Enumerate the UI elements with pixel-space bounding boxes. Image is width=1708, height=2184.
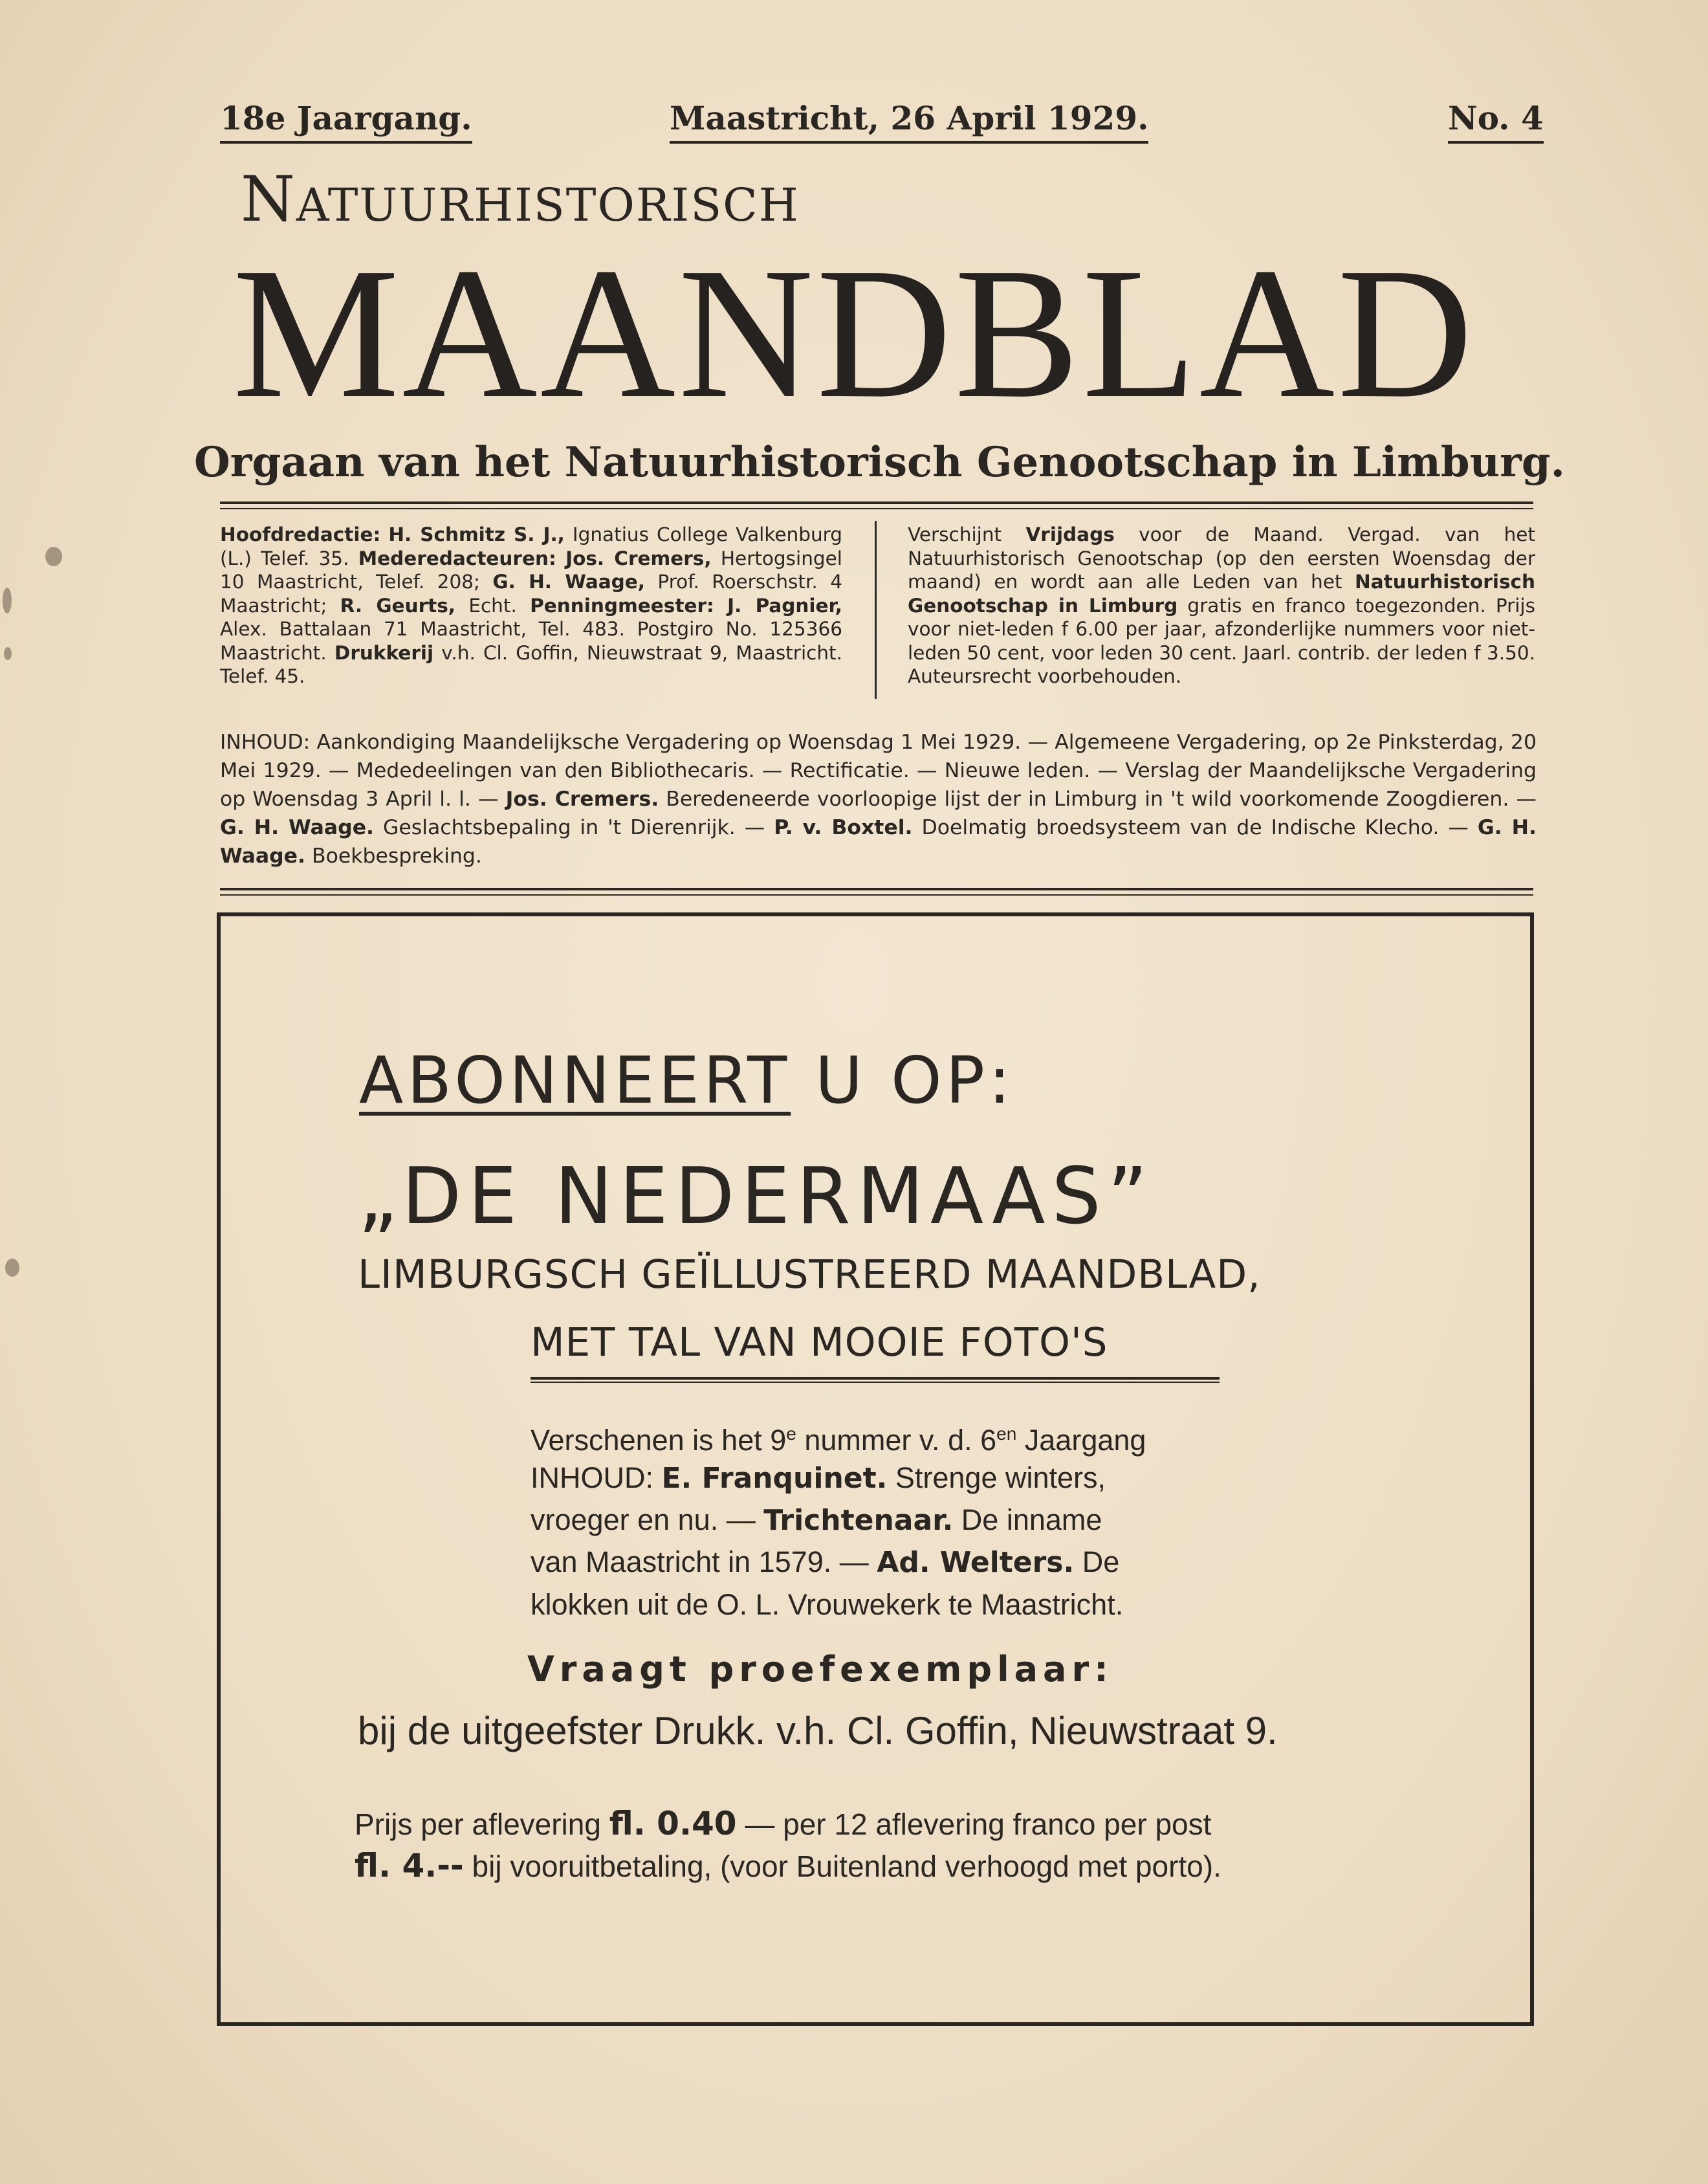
advert-publisher: bij de uitgeefster Drukk. v.h. Cl. Goffin, Nieuwstraat 9. [358, 1709, 1278, 1752]
overtitle-rest: ATUURHISTORISCH [296, 179, 800, 232]
bold-run: fl. 0.40 [609, 1805, 737, 1842]
advert-heading [359, 1039, 1014, 1123]
bold-run: H. Schmitz S. J., [388, 524, 565, 546]
column-divider [875, 521, 877, 699]
advert-call-to-action: Vraagt proefexemplaar: [527, 1649, 1113, 1690]
advert-issue-line [531, 1412, 1146, 1462]
place-date: Maastricht, 26 April 1929. [670, 97, 1148, 144]
issue-sup-1: e [786, 1424, 796, 1444]
contents-label: INHOUD: [220, 731, 311, 754]
issue-number: No. 4 [1448, 97, 1544, 144]
advert-heading-underlined: ABONNEERT [359, 1042, 791, 1118]
bold-run: Penningmeester: [530, 594, 714, 617]
bold-run: G. H. Waage. [220, 816, 375, 839]
bold-run: fl. 4.-- [355, 1847, 464, 1884]
bold-run: E. Franquinet. [661, 1462, 888, 1495]
bold-run: Ad. Welters. [877, 1546, 1075, 1579]
paper-speck [4, 647, 12, 660]
bold-run: R. Geurts, [340, 594, 455, 617]
bold-run: Natuurhistorisch Genootschap in Limburg [908, 571, 1535, 617]
advert-price-line-1: Prijs per aflevering fl. 0.40 — per 12 aflevering franco per post [355, 1805, 1212, 1842]
paper-speck [5, 1259, 19, 1277]
issue-text-a: Verschenen is het 9 [531, 1424, 787, 1457]
advert-rule [531, 1377, 1220, 1383]
advert-subtitle-1: LIMBURGSCH GEÏLLUSTREERD MAANDBLAD, [358, 1252, 1261, 1297]
issue-text-b: nummer v. d. 6 [796, 1424, 997, 1457]
advert-price-line-2: fl. 4.-- bij vooruitbetaling, (voor Buitenland verhoogd met porto). [355, 1847, 1221, 1884]
contents-rule [220, 888, 1533, 896]
volume-label: 18e Jaargang. [220, 97, 472, 144]
advert-contents-line-2: vroeger en nu. — Trichtenaar. De inname [531, 1503, 1102, 1537]
editorial-left-text: Hoofdredactie: H. Schmitz S. J., Ignatius College Valkenburg (L.) Telef. 35. Mederedacteuren: Jos. Cremers, Hertogsingel 10 Maastricht, Telef. 208; G. H. Waage, Prof. Roerschstr. 4 Maastricht; R. Geurts, Echt. Penningmeester: J. Pagnier, Alex. Battalaan 71 Maastricht, Tel. 483. Postgiro No. 125366 Maastricht. Drukkerij v.h. Cl. Goffin, Nieuwstraat 9, Maastricht. Telef. 45. [220, 524, 842, 687]
paper-speck [3, 588, 12, 613]
editorial-right-text: Verschijnt Vrijdags voor de Maand. Vergad. van het Natuurhistorisch Genootschap (op den eersten Woensdag der maand) en wordt aan alle Leden van het Natuurhistorisch Genootschap in Limburg gratis en franco toegezonden. Prijs voor niet-leden f 6.00 per jaar, afzonderlijke nummers voor niet-leden 50 cent, voor leden 30 cent. Jaarl. contrib. der leden f 3.50. Auteursrecht voorbehouden. [908, 524, 1535, 687]
overtitle-initial: N [241, 163, 296, 236]
bold-run: G. H. Waage, [492, 571, 645, 593]
contents-paragraph [220, 728, 1537, 870]
masthead-subtitle: Orgaan van het Natuurhistorisch Genootschap in Limburg. [194, 438, 1565, 487]
contents-items: Aankondiging Maandelijksche Vergadering op Woensdag 1 Mei 1929. — Algemeene Vergadering, op 2e Pinksterdag, 20 Mei 1929. — Mededeelingen van den Bibliothecaris. — Rectificatie. — Nieuwe leden. — Verslag der Maandelijksche Vergadering op Woensdag 3 April l. l. — Jos. Cremers. Beredeneerde voorloopige lijst der in Limburg in 't wild voorkomende Zoogdieren. — G. H. Waage. Geslachtsbepaling in 't Dierenrijk. — P. v. Boxtel. Doelmatig broedsysteem van de Indische Klecho. — G. H. Waage. Boekbespreking. [220, 731, 1537, 868]
masthead-rule [220, 502, 1533, 509]
bold-run: Jos. Cremers, [565, 547, 712, 569]
masthead-title: MAANDBLAD [232, 229, 1476, 437]
issue-text-c: Jaargang [1016, 1424, 1146, 1457]
editorial-left-column [220, 523, 842, 689]
bold-run: G. H. Waage. [220, 816, 1537, 868]
bold-run: Jos. Cremers. [505, 788, 659, 811]
bold-run: Drukkerij [334, 641, 434, 664]
bold-run: Vrijdags [1025, 524, 1115, 546]
advert-subtitle-2: MET TAL VAN MOOIE FOTO'S [531, 1319, 1108, 1365]
editorial-right-column [908, 523, 1535, 689]
advert-heading-rest: U OP: [791, 1042, 1014, 1118]
bold-run: Mederedacteuren: [358, 547, 556, 569]
bold-run: Trichtenaar. [763, 1504, 954, 1537]
bold-run: Hoofdredactie: [220, 524, 381, 546]
bold-run: P. v. Boxtel. [774, 816, 913, 839]
advert-contents-line-4: klokken uit de O. L. Vrouwekerk te Maastricht. [531, 1588, 1124, 1621]
issue-sup-2: en [996, 1424, 1017, 1444]
advert-contents-line-3: van Maastricht in 1579. — Ad. Welters. De [531, 1545, 1120, 1579]
bold-run: J. Pagnier, [727, 594, 842, 617]
advert-magazine-name: „DE NEDERMAAS” [358, 1152, 1154, 1242]
paper-speck [45, 547, 62, 566]
advert-contents-line-1: INHOUD: E. Franquinet. Strenge winters, [531, 1461, 1106, 1495]
masthead-overtitle [241, 163, 800, 237]
